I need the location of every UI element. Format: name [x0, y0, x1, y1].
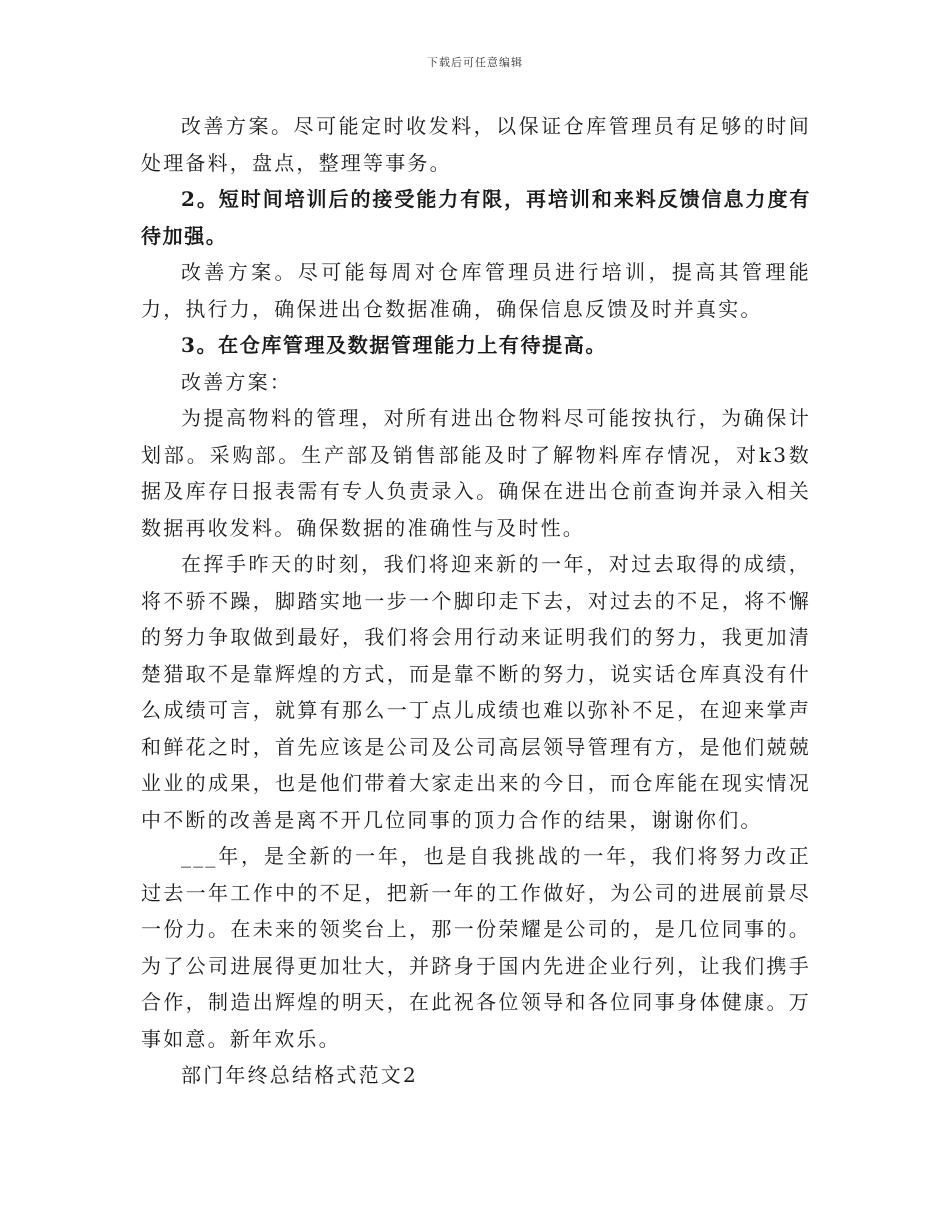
paragraph-improvement-1: 改善方案。尽可能定时收发料，以保证仓库管理员有足够的时间处理备料，盘点，整理等事务。	[141, 114, 811, 175]
paragraph-improvement-2: 改善方案。尽可能每周对仓库管理员进行培训，提高其管理能力，执行力，确保进出仓数据准确，确保信息反馈及时并真实。	[141, 260, 811, 321]
page-header: 下载后可任意编辑	[427, 56, 523, 69]
paragraph-new-year: ___年，是全新的一年，也是自我挑战的一年，我们将努力改正过去一年工作中的不足，把新一年的工作做好，为公司的进展前景尽一份力。在未来的领奖台上，那一份荣耀是公司的，是几位同事的。为了公司进展得更加壮大，并跻身于国内先进企业行列，让我们携手合作，制造出辉煌的明天，在此祝各位领导和各位同事身体健康。万事如意。新年欢乐。	[141, 844, 811, 1051]
document-body	[141, 108, 811, 1094]
heading-issue-2: 2。短时间培训后的接受能力有限，再培训和来料反馈信息力度有待加强。	[141, 187, 811, 248]
paragraph-improvement-label: 改善方案：	[181, 369, 292, 394]
paragraph-reflection: 在挥手昨天的时刻，我们将迎来新的一年，对过去取得的成绩，将不骄不躁，脚踏实地一步一个脚印走下去，对过去的不足，将不懈的努力争取做到最好，我们将会用行动来证明我们的努力，我更加清楚猎取不是靠辉煌的方式，而是靠不断的努力，说实话仓库真没有什么成绩可言，就算有那么一丁点儿成绩也难以弥补不足，在迎来掌声和鲜花之时，首先应该是公司及公司高层领导管理有方，是他们兢兢业业的成果，也是他们带着大家走出来的今日，而仓库能在现实情况中不断的改善是离不开几位同事的顶力合作的结果，谢谢你们。	[141, 552, 811, 832]
heading-issue-3: 3。在仓库管理及数据管理能力上有待提高。	[181, 333, 607, 357]
paragraph-material-management: 为提高物料的管理，对所有进出仓物料尽可能按执行，为确保计划部。采购部。生产部及销售部能及时了解物料库存情况，对k3数据及库存日报表需有专人负责录入。确保在进出仓前查询并录入相关数据再收发料。确保数据的准确性与及时性。	[141, 406, 811, 540]
section-title-sample-2: 部门年终总结格式范文2	[181, 1063, 418, 1087]
